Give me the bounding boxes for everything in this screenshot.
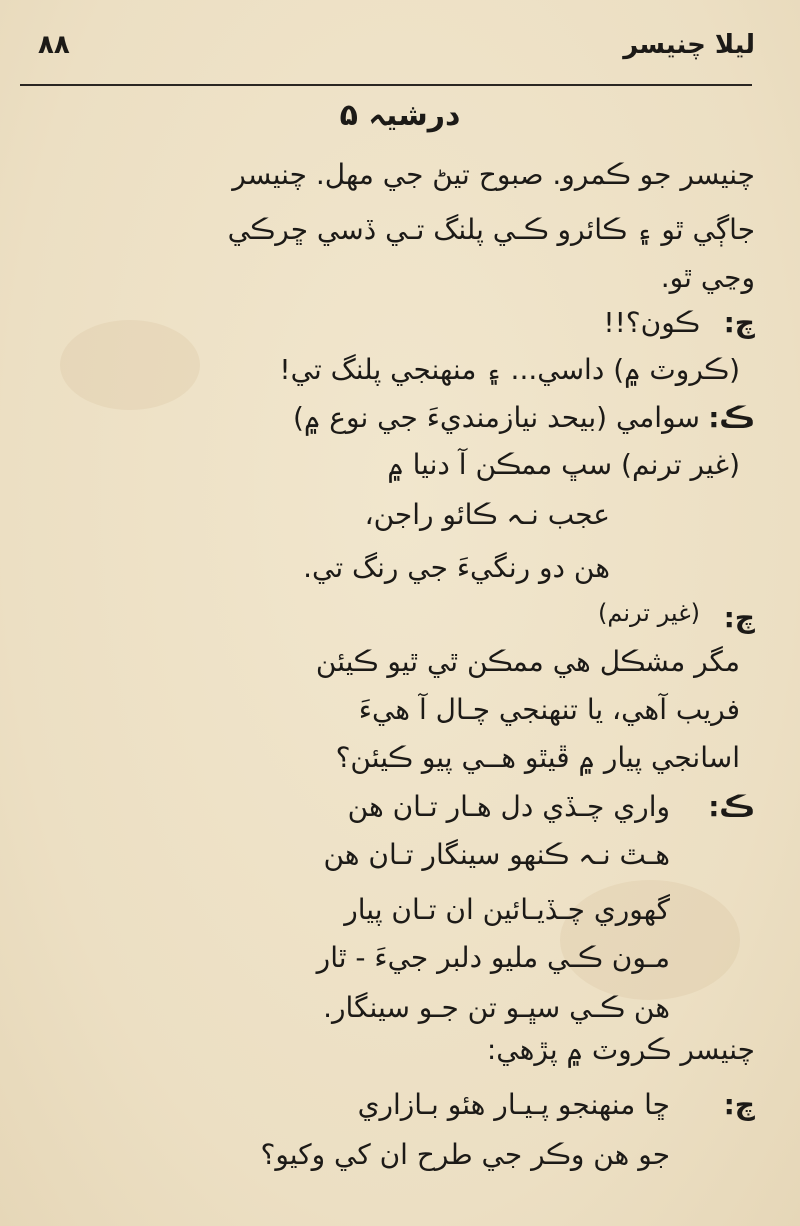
dialogue-line: سوامي (بيحد نيازمنديءَ جي نوع ۾) <box>293 401 700 434</box>
verse-line: (غير ترنم) سڀ ممڪن آ دنيا ۾ <box>387 448 740 481</box>
verse-line: هن ڪـي سڀـو تن جـو سينگار. <box>323 991 670 1024</box>
speaker-label: چ: <box>723 1088 755 1121</box>
verse-line: واري چـڏي دل هـار تـان هن <box>347 790 670 823</box>
verse-line: مـون ڪـي مليو دلبر جيءَ - ٿار <box>316 941 670 974</box>
speaker-label: ڪ: <box>708 401 755 434</box>
stage-direction: (غير ترنم) <box>598 599 700 627</box>
paper-stain <box>60 320 200 410</box>
header-rule <box>20 84 752 86</box>
intro-line: جاڳي ٿو ۽ ڪائرو ڪـي پلنگ تـي ڏسي ڇرڪي <box>227 213 755 246</box>
verse-line: هن دو رنگيءَ جي رنگ تي. <box>303 551 610 584</box>
intro-line: وڃي ٿو. <box>660 261 755 294</box>
stage-direction: (ڪروٽ ۾) داسي... ۽ منهنجي پلنگ تي! <box>279 353 740 386</box>
verse-line: عجب نـہ ڪائو راجن، <box>364 498 610 531</box>
verse-line: فريب آهي، يا تنهنجي چـال آ هيءَ <box>358 693 740 726</box>
dialogue-line: ڪون؟!! <box>603 306 700 339</box>
verse-line: جو هن وڪر جي طرح ان کي وکيو؟ <box>260 1138 670 1171</box>
verse-line: مگر مشڪل هي ممڪن ٿي ٿيو ڪيئن <box>315 645 740 678</box>
speaker-label: ڪ: <box>708 790 755 823</box>
verse-line: اسانجي پيار ۾ ڦيٿو هــي پيو ڪيئن؟ <box>335 741 740 774</box>
page-number: ۸۸ <box>38 30 70 60</box>
stage-direction: چنيسر ڪروٽ ۾ پڙهي: <box>486 1033 755 1066</box>
running-head <box>20 28 755 72</box>
verse-line: ڇا منهنجو پـيـار هئو بـازاري <box>357 1088 670 1121</box>
verse-line: هـٿ نـہ ڪنهو سينگار تـان هن <box>323 838 670 871</box>
intro-line: چنيسر جو ڪمرو. صبوح تيڻ جي مهل. چنيسر <box>232 158 755 191</box>
speaker-label: چ: <box>723 306 755 339</box>
speaker-label: چ: <box>723 601 755 634</box>
verse-line: گهوري چـڏيـائين ان تـان پيار <box>344 893 670 926</box>
running-title: ليلا چنيسر <box>623 30 755 60</box>
scene-heading: درشيہ ۵ <box>339 98 461 133</box>
